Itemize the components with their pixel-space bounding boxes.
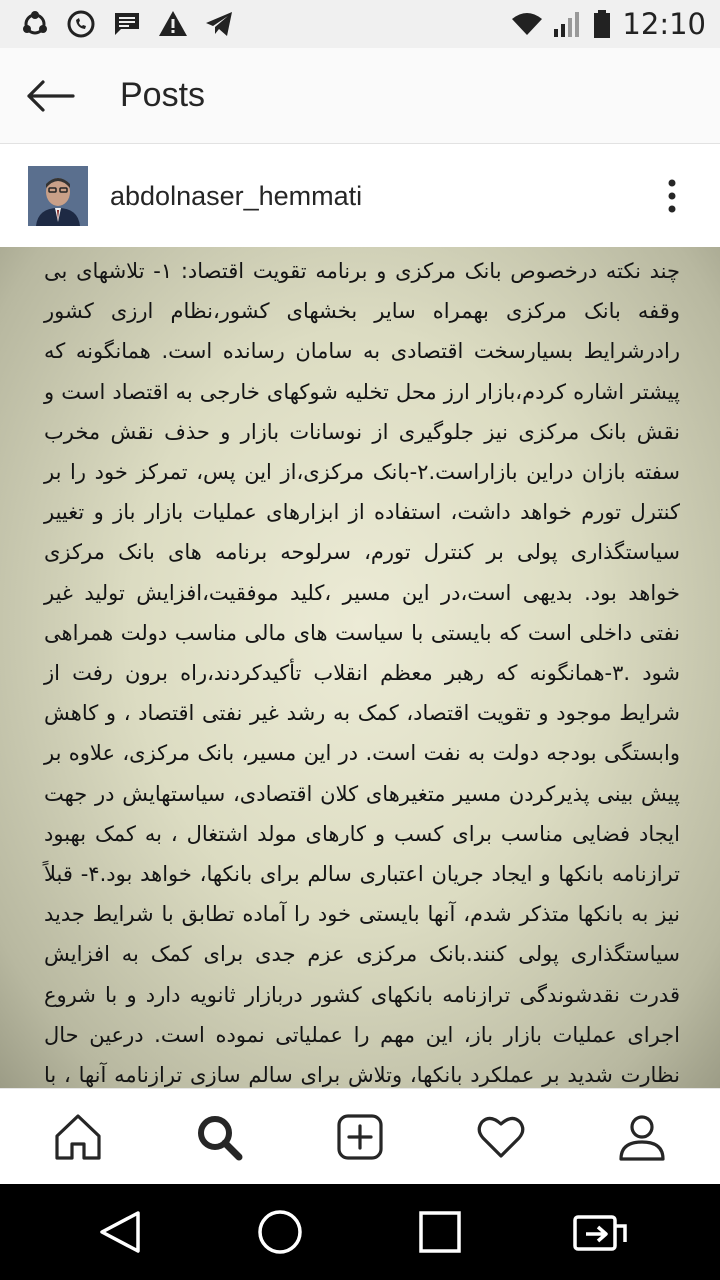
wifi-icon (512, 9, 542, 39)
nav-activity-button[interactable] (456, 1092, 546, 1182)
avatar[interactable] (28, 166, 88, 226)
system-home-button[interactable] (240, 1192, 320, 1272)
nav-add-post-button[interactable] (315, 1092, 405, 1182)
signal-icon (552, 9, 582, 39)
post-image[interactable] (0, 247, 720, 1088)
nav-profile-button[interactable] (597, 1092, 687, 1182)
back-arrow-icon (25, 79, 75, 113)
whatsapp-icon (66, 9, 96, 39)
warning-icon (158, 9, 188, 39)
add-post-icon (335, 1112, 385, 1162)
bottom-navigation (0, 1088, 720, 1184)
recents-square-icon (418, 1210, 462, 1254)
heart-icon (476, 1112, 526, 1162)
sync-icon (20, 9, 50, 39)
system-navigation-bar (0, 1184, 720, 1280)
home-circle-icon (257, 1209, 303, 1255)
nav-search-button[interactable] (174, 1092, 264, 1182)
more-vertical-icon (667, 179, 677, 213)
back-triangle-icon (98, 1209, 142, 1255)
message-icon (112, 9, 142, 39)
post-image-text: چند نکته درخصوص بانک مرکزی و برنامه تقویت اقتصاد: ۱- تلاشهای بی وقفه بانک مرکزی بهمراه سایر بخشهای کشور،نظام ارزی کشور رادرشرایط بسیارسخت اقتصادی به سامان رسانده است. همانگونه که پیشتر اشاره کردم،بازار ارز محل تخلیه شوکهای خارجی به اقتصاد است و نقش بانک مرکزی نیز جلوگیری از نوسانات بازار و حذف نقش مخرب سفته بازان دراین بازاراست.۲-بانک مرکزی،از این پس، تمرکز خود را بر کنترل تورم خواهد داشت، استفاده از ابزارهای عملیات بازار باز و تغییر سیاستگذاری پولی بر کنترل تورم، سرلوحه برنامه های بانک مرکزی خواهد بود. بدیهی است،در این مسیر ،کلید موفقیت،افزایش تولید غیر نفتی داخلی است که بایستی با سیاست های مالی مناسب دولت همراهی شود .۳-همانگونه که رهبر معظم انقلاب تأکیدکردند،راه برون رفت از شرایط موجود و تقویت اقتصاد، کمک به رشد غیر نفتی اقتصاد ، و کاهش وابستگی بودجه دولت به نفت است. در این مسیر، بانک مرکزی، علاوه بر پیش بینی پذیرکردن مسیر متغیرهای کلان اقتصادی، سیاستهایش در جهت ایجاد فضایی مناسب برای کسب و کارهای مولد اشتغال ، به کمک بهبود ترازنامه بانکها و ایجاد جریان اعتباری سالم برای بانکها، خواهد بود.۴- قبلاً نیز به بانکها متذکر شدم، آنها بایستی خود را آماده تطابق با شرایط جدید سیاستگذاری پولی کنند.بانک مرکزی عزم جدی برای کمک به افزایش قدرت نقدشوندگی ترازنامه بانکهای کشور دربازار ثانویه دارد و با شروع اجرای عملیات بازار باز، این مهم را عملیاتی نموده است. درعین حال نظارت شدید بر عملکرد بانکها، وتلاش برای سالم سازی ترازنامه آنها ، با (44, 259, 680, 1088)
screen-cast-icon (572, 1212, 628, 1252)
page-title: Posts (120, 76, 206, 114)
profile-icon (617, 1112, 667, 1162)
back-button[interactable] (0, 48, 100, 144)
search-icon (194, 1112, 244, 1162)
notification-icons (20, 9, 234, 39)
home-icon (53, 1112, 103, 1162)
nav-home-button[interactable] (33, 1092, 123, 1182)
system-status (512, 7, 706, 41)
more-options-button[interactable] (642, 166, 702, 226)
system-back-button[interactable] (80, 1192, 160, 1272)
post-header (0, 145, 720, 247)
app-header (0, 48, 720, 144)
post-username[interactable]: abdolnaser_hemmati (110, 180, 363, 211)
status-bar (0, 0, 720, 48)
battery-icon (592, 9, 612, 39)
system-recents-button[interactable] (400, 1192, 480, 1272)
telegram-icon (204, 9, 234, 39)
system-cast-button[interactable] (560, 1192, 640, 1272)
status-clock: 12:10 (622, 7, 706, 41)
